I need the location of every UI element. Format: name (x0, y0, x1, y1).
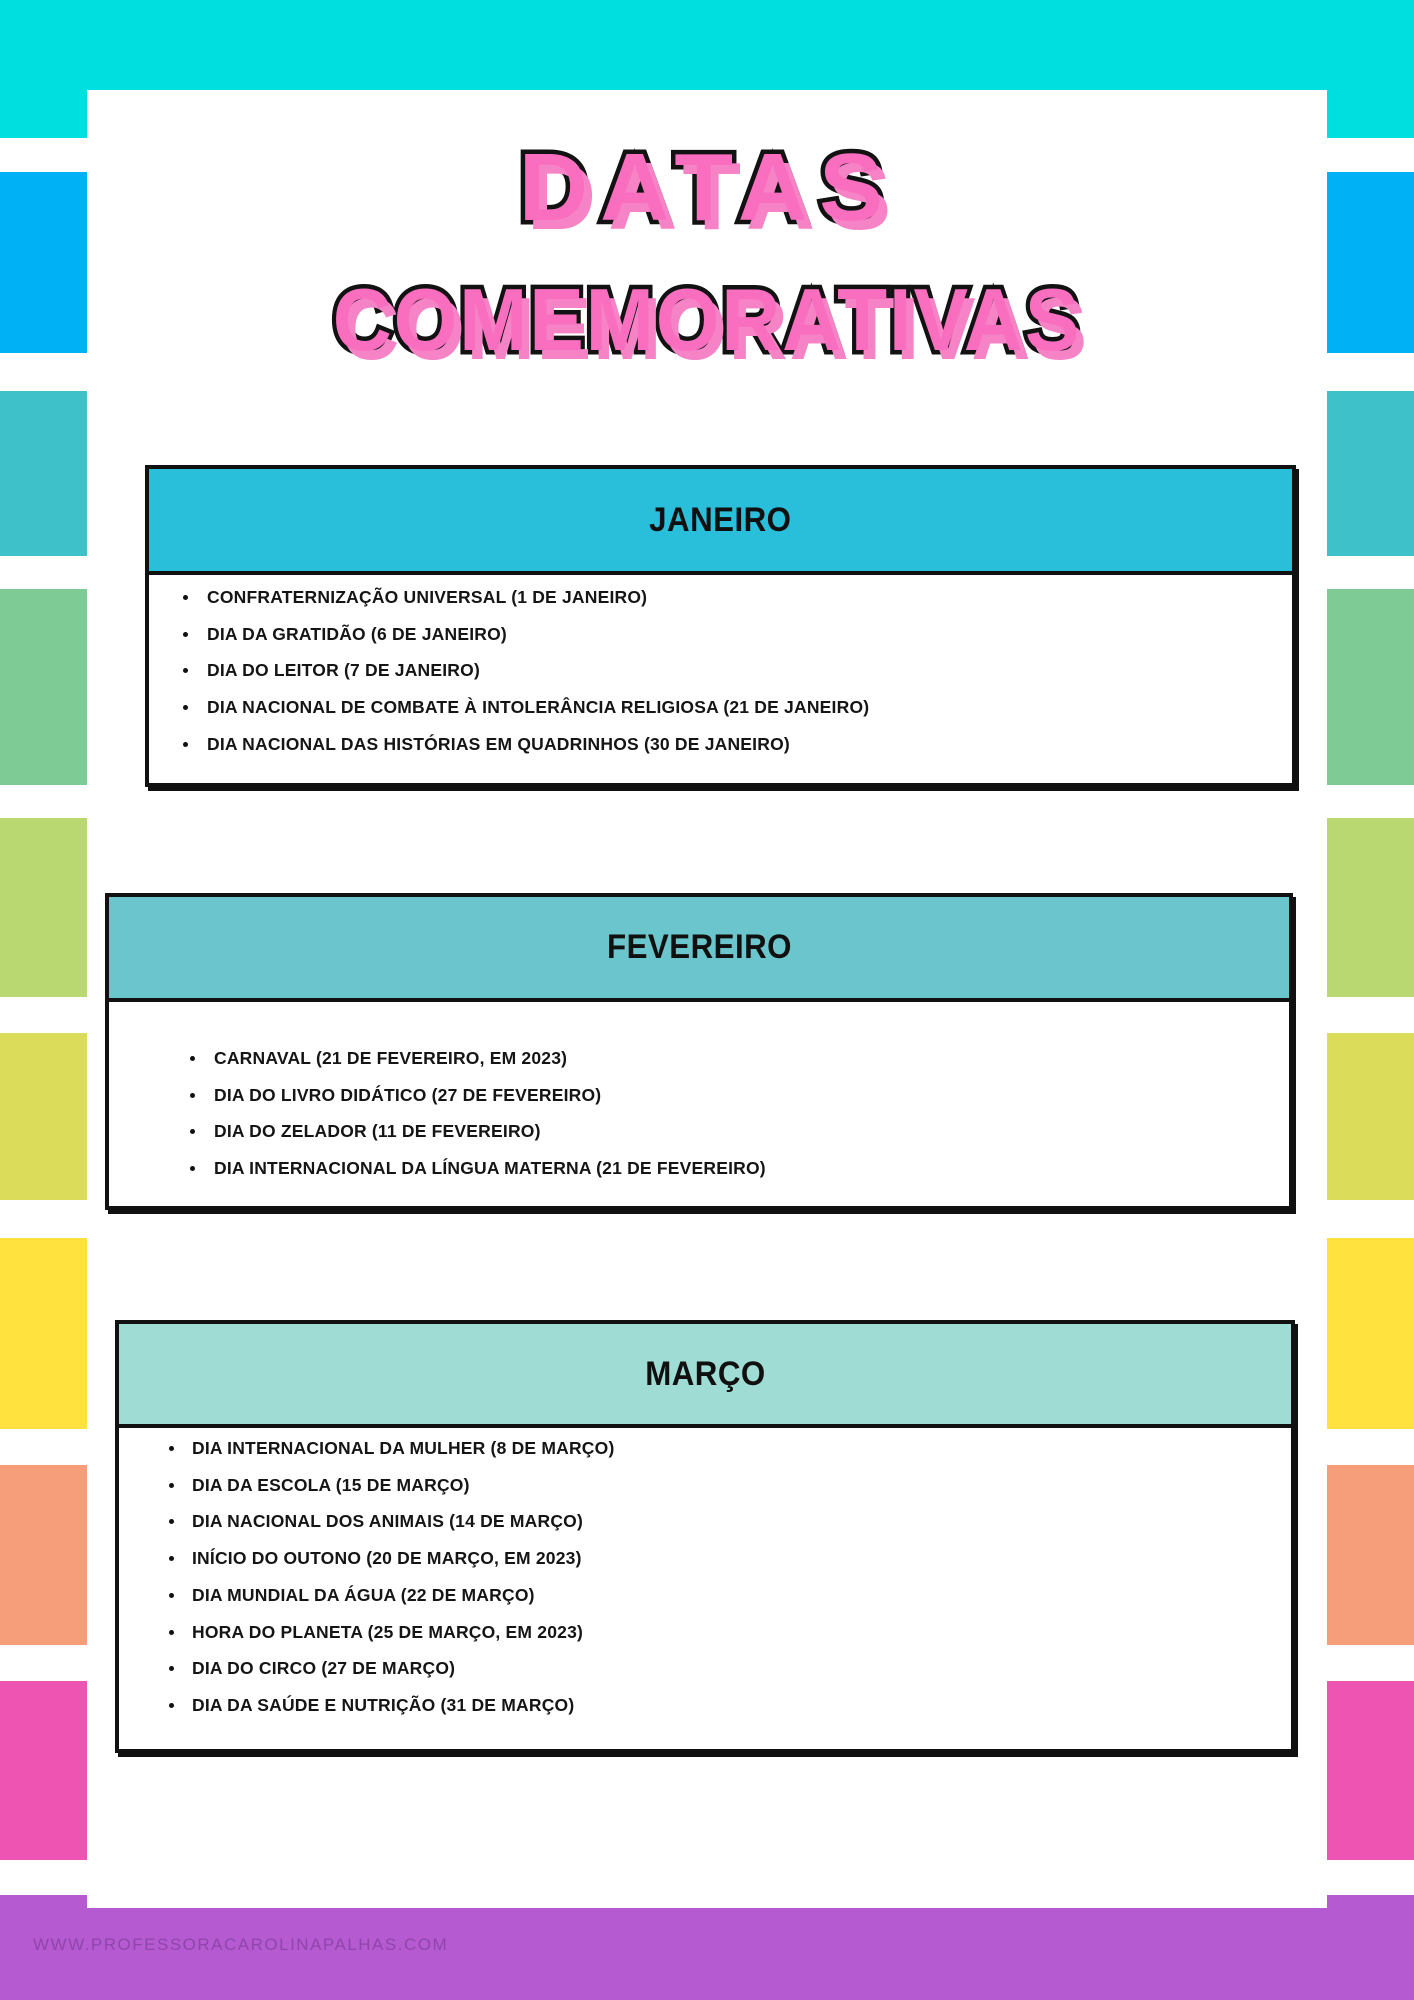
right-pink-block (1327, 1681, 1414, 1860)
month-title-janeiro: JANEIRO (649, 500, 792, 539)
month-list-fevereiro (109, 1002, 1289, 1187)
month-title-marco: MARÇO (644, 1354, 766, 1393)
month-header-janeiro (149, 469, 1292, 575)
left-pink-block (0, 1681, 87, 1860)
title-line-datas: DATAS (518, 134, 896, 241)
title-line-comemorativas: COMEMORATIVAS (332, 270, 1082, 369)
month-header-fevereiro (109, 897, 1289, 1002)
commemorative-date-item: DIA NACIONAL DOS ANIMAIS (14 DE MARÇO) (119, 1503, 1281, 1540)
left-cyan-block (0, 0, 87, 138)
commemorative-date-item: INÍCIO DO OUTONO (20 DE MARÇO, EM 2023) (119, 1540, 1281, 1577)
right-olive-block (1327, 1033, 1414, 1200)
footer-website-url: WWW.PROFESSORACAROLINAPALHAS.COM (33, 1935, 449, 1954)
left-yellow-block (0, 1238, 87, 1429)
top-cyan-band-block (0, 0, 1414, 90)
right-orange-block (1327, 1465, 1414, 1645)
commemorative-date-item: DIA NACIONAL DAS HISTÓRIAS EM QUADRINHOS (30 DE JANEIRO) (149, 726, 1282, 763)
commemorative-date-item: DIA DO CIRCO (27 DE MARÇO) (119, 1650, 1281, 1687)
commemorative-date-item: CARNAVAL (21 DE FEVEREIRO, EM 2023) (109, 1040, 1279, 1077)
right-lightgreen-block (1327, 818, 1414, 997)
month-list-marco (119, 1428, 1291, 1724)
commemorative-date-item: CONFRATERNIZAÇÃO UNIVERSAL (1 DE JANEIRO) (149, 579, 1282, 616)
commemorative-date-item: DIA DA SAÚDE E NUTRIÇÃO (31 DE MARÇO) (119, 1687, 1281, 1724)
commemorative-date-item: DIA DA ESCOLA (15 DE MARÇO) (119, 1467, 1281, 1504)
month-table-fevereiro (105, 893, 1293, 1210)
month-table-janeiro (145, 465, 1296, 787)
month-title-fevereiro: FEVEREIRO (606, 928, 792, 966)
commemorative-date-item: HORA DO PLANETA (25 DE MARÇO, EM 2023) (119, 1614, 1281, 1651)
right-yellow-block (1327, 1238, 1414, 1429)
commemorative-date-item: DIA MUNDIAL DA ÁGUA (22 DE MARÇO) (119, 1577, 1281, 1614)
month-header-marco (119, 1324, 1291, 1428)
commemorative-date-item: DIA INTERNACIONAL DA MULHER (8 DE MARÇO) (119, 1430, 1281, 1467)
commemorative-date-item: DIA DO LIVRO DIDÁTICO (27 DE FEVEREIRO) (109, 1077, 1279, 1114)
commemorative-date-item: DIA DA GRATIDÃO (6 DE JANEIRO) (149, 616, 1282, 653)
left-teal-block (0, 391, 87, 556)
left-green-block (0, 589, 87, 785)
commemorative-date-item: DIA NACIONAL DE COMBATE À INTOLERÂNCIA RELIGIOSA (21 DE JANEIRO) (149, 689, 1282, 726)
commemorative-date-item: DIA INTERNACIONAL DA LÍNGUA MATERNA (21 DE FEVEREIRO) (109, 1150, 1279, 1187)
commemorative-date-item: DIA DO ZELADOR (11 DE FEVEREIRO) (109, 1113, 1279, 1150)
month-table-marco (115, 1320, 1295, 1753)
left-lightgreen-block (0, 818, 87, 997)
month-list-janeiro (149, 575, 1292, 763)
right-green-block (1327, 589, 1414, 785)
commemorative-date-item: DIA DO LEITOR (7 DE JANEIRO) (149, 652, 1282, 689)
right-teal-block (1327, 391, 1414, 556)
left-orange-block (0, 1465, 87, 1645)
right-cyan-block (1327, 0, 1414, 138)
left-olive-block (0, 1033, 87, 1200)
right-purple-block (1327, 1895, 1414, 2000)
